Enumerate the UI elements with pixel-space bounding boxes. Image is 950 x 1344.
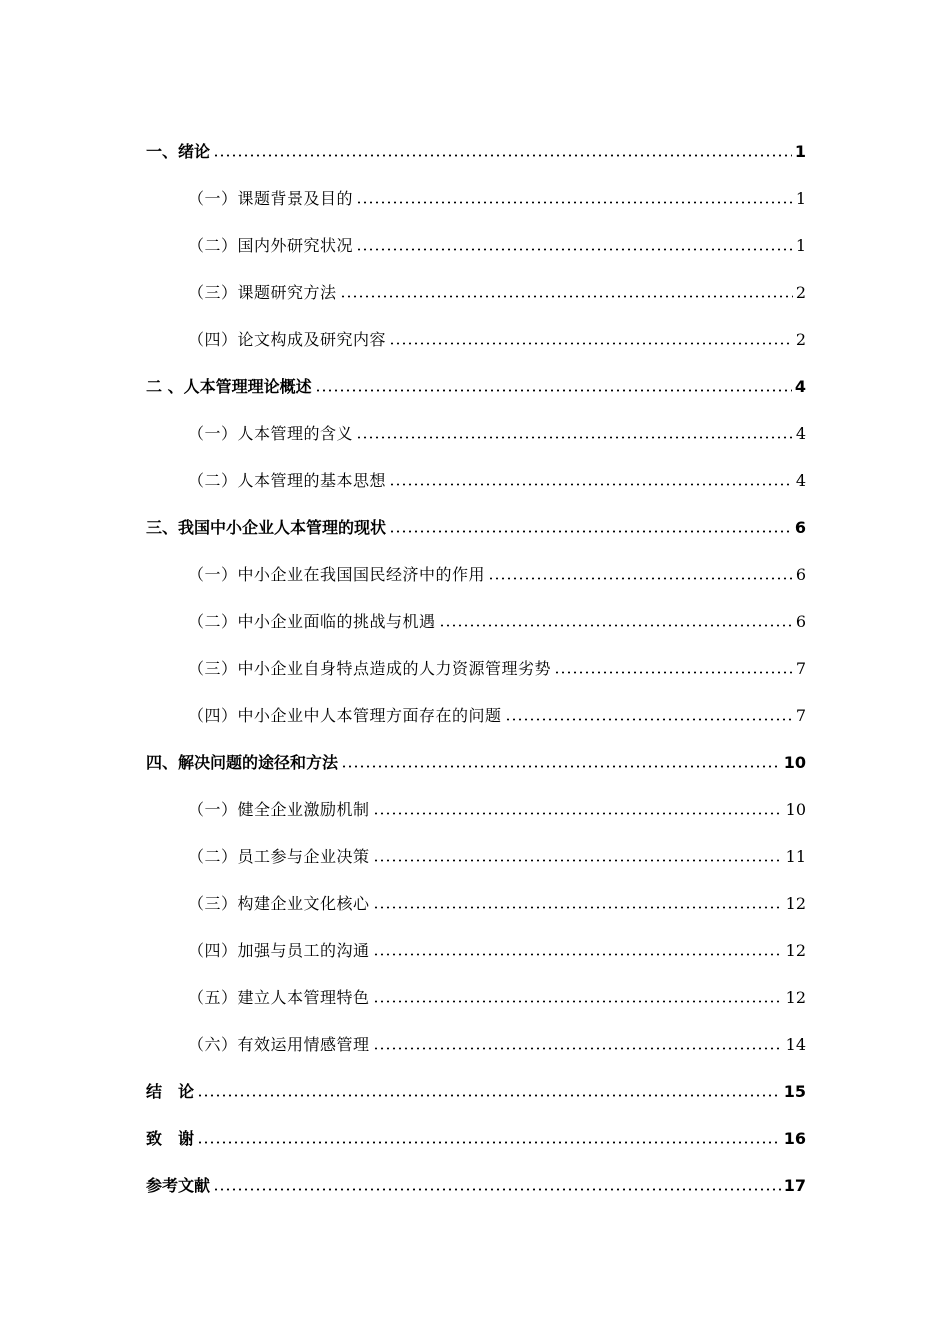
- toc-entry-title: （三）课题研究方法: [188, 283, 337, 302]
- toc-entry-title: （二）员工参与企业决策: [188, 847, 370, 866]
- toc-dot-leader: [213, 154, 792, 157]
- toc-dot-leader: [439, 624, 793, 627]
- toc-dot-leader: [373, 906, 783, 909]
- toc-entry-title: （四）中小企业中人本管理方面存在的问题: [188, 706, 502, 725]
- toc-page-number: 10: [785, 800, 806, 819]
- toc-dot-leader: [505, 718, 793, 721]
- toc-page-number: 12: [785, 941, 806, 960]
- toc-entry[interactable]: [146, 912, 806, 959]
- toc-dot-leader: [373, 953, 783, 956]
- toc-entry-title: （一）课题背景及目的: [188, 189, 354, 208]
- toc-page-number: 1: [795, 189, 806, 208]
- toc-entry[interactable]: [146, 583, 806, 630]
- toc-entry-title: （一）人本管理的含义: [188, 424, 354, 443]
- toc-entry[interactable]: [146, 348, 806, 395]
- toc-entry[interactable]: [146, 489, 806, 536]
- toc-entry[interactable]: [146, 771, 806, 818]
- toc-dot-leader: [315, 389, 792, 392]
- toc-entry[interactable]: [146, 865, 806, 912]
- toc-dot-leader: [554, 671, 793, 674]
- toc-dot-leader: [213, 1188, 781, 1191]
- toc-dot-leader: [356, 436, 793, 439]
- toc-dot-leader: [373, 1000, 783, 1003]
- toc-entry-title: （五）建立人本管理特色: [188, 988, 370, 1007]
- toc-page-number: 14: [785, 1035, 806, 1054]
- toc-entry[interactable]: [146, 677, 806, 724]
- toc-entry-title: 四、解决问题的途径和方法: [146, 753, 339, 772]
- toc-dot-leader: [373, 1047, 783, 1050]
- toc-page-number: 10: [783, 753, 806, 772]
- toc-page-number: 7: [795, 706, 806, 725]
- toc-page-number: 6: [795, 565, 806, 584]
- toc-page-number: 1: [795, 236, 806, 255]
- toc-entry-title: 三、我国中小企业人本管理的现状: [146, 518, 387, 537]
- toc-dot-leader: [197, 1094, 781, 1097]
- toc-entry[interactable]: [146, 395, 806, 442]
- toc-entry-title: （四）加强与员工的沟通: [188, 941, 370, 960]
- toc-entry-title: （二）国内外研究状况: [188, 236, 354, 255]
- toc-dot-leader: [389, 342, 793, 345]
- toc-entry-title: （一）健全企业激励机制: [188, 800, 370, 819]
- toc-entry[interactable]: [146, 301, 806, 348]
- toc-page-number: 6: [794, 518, 806, 537]
- toc-entry[interactable]: [146, 113, 806, 160]
- toc-page-number: 15: [783, 1082, 806, 1101]
- toc-entry[interactable]: [146, 536, 806, 583]
- toc-page-number: 11: [785, 847, 806, 866]
- toc-entry[interactable]: [146, 160, 806, 207]
- toc-entry-title: （三）构建企业文化核心: [188, 894, 370, 913]
- toc-page-number: 4: [794, 377, 806, 396]
- toc-page-number: 1: [794, 142, 806, 161]
- toc-entry-title: 二 、人本管理理论概述: [146, 377, 312, 396]
- toc-page-number: 6: [795, 612, 806, 631]
- toc-page-number: 7: [795, 659, 806, 678]
- toc-page-number: 2: [795, 283, 806, 302]
- toc-dot-leader: [373, 859, 783, 862]
- toc-entry-title: （三）中小企业自身特点造成的人力资源管理劣势: [188, 659, 552, 678]
- toc-entry-title: 结 论: [146, 1082, 195, 1101]
- toc-dot-leader: [389, 483, 793, 486]
- toc-entry[interactable]: [146, 1147, 806, 1194]
- toc-entry[interactable]: [146, 724, 806, 771]
- toc-page-number: 2: [795, 330, 806, 349]
- toc-page-number: 4: [795, 471, 806, 490]
- toc-entry[interactable]: [146, 207, 806, 254]
- toc-page-number: 12: [785, 894, 806, 913]
- toc-dot-leader: [356, 201, 793, 204]
- toc-entry[interactable]: [146, 1006, 806, 1053]
- toc-entry-title: 一、绪论: [146, 142, 211, 161]
- toc-page-number: 16: [783, 1129, 806, 1148]
- toc-page-number: 4: [795, 424, 806, 443]
- toc-entry[interactable]: [146, 1053, 806, 1100]
- toc-dot-leader: [488, 577, 793, 580]
- toc-entry-title: 致 谢: [146, 1129, 195, 1148]
- toc-entry-title: （四）论文构成及研究内容: [188, 330, 387, 349]
- toc-page-number: 17: [783, 1176, 806, 1195]
- toc-entry[interactable]: [146, 1100, 806, 1147]
- toc-entry[interactable]: [146, 959, 806, 1006]
- toc-dot-leader: [197, 1141, 781, 1144]
- toc-entry[interactable]: [146, 254, 806, 301]
- toc-dot-leader: [389, 530, 792, 533]
- toc-entry-title: （六）有效运用情感管理: [188, 1035, 370, 1054]
- table-of-contents: [146, 113, 806, 1194]
- toc-dot-leader: [341, 765, 781, 768]
- toc-dot-leader: [340, 295, 793, 298]
- toc-entry[interactable]: [146, 442, 806, 489]
- toc-dot-leader: [373, 812, 783, 815]
- toc-dot-leader: [356, 248, 793, 251]
- toc-entry-title: （二）中小企业面临的挑战与机遇: [188, 612, 436, 631]
- toc-page-number: 12: [785, 988, 806, 1007]
- toc-entry-title: （二）人本管理的基本思想: [188, 471, 387, 490]
- toc-entry[interactable]: [146, 818, 806, 865]
- toc-entry-title: 参考文献: [146, 1176, 211, 1195]
- toc-entry-title: （一）中小企业在我国国民经济中的作用: [188, 565, 486, 584]
- toc-entry[interactable]: [146, 630, 806, 677]
